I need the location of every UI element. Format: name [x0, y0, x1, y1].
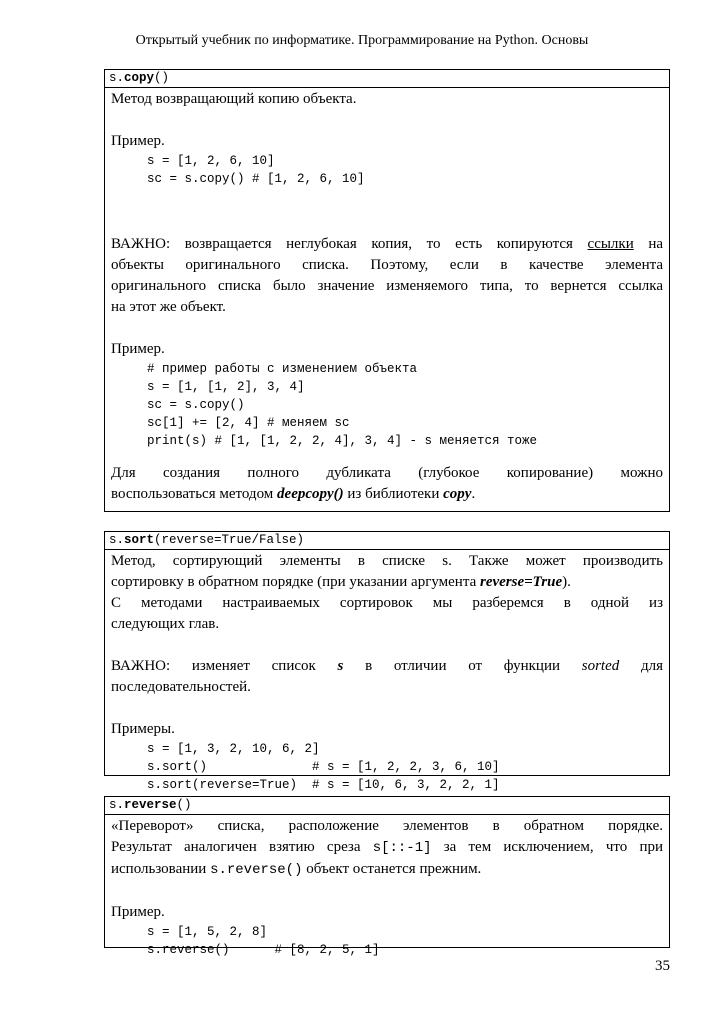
sort-method-title: s.sort(reverse=True/False) [105, 532, 669, 550]
copy-method-box [104, 69, 670, 512]
reverse-true-argument: reverse=True [479, 574, 563, 590]
sort-method-body [105, 550, 669, 798]
copy-example2-line: sc[1] += [2, 4] # меняем sc [147, 416, 350, 430]
copy-method-body [105, 88, 669, 509]
copy-example2-line: print(s) # [1, [1, 2, 2, 4], 3, 4] - s меняется тоже [147, 434, 538, 448]
sort-example-line: s = [1, 3, 2, 10, 6, 2] [147, 742, 320, 756]
copy-example2-line: sc = s.copy() [147, 398, 245, 412]
sort-example-line: s.sort() # s = [1, 2, 2, 3, 6, 10] [147, 760, 500, 774]
copy-important-line: на этот же объект. [111, 299, 226, 315]
running-header: Открытый учебник по информатике. Программирование на Python. Основы [135, 33, 589, 48]
reverse-description-line: использовании s.reverse() объект останется прежним. [111, 861, 482, 878]
copy-important-line: ВАЖНО: возвращается неглубокая копия, то есть копируются ссылки на [111, 236, 664, 252]
sort-description-line: сортировку в обратном порядке (при указании аргумента reverse=True). [111, 574, 571, 590]
reverse-description-line: Результат аналогичен взятию среза s[::-1] за тем исключением, что при [111, 839, 663, 856]
sort-method-box [104, 531, 670, 792]
reverse-example-line: s = [1, 5, 2, 8] [147, 925, 268, 939]
copy-example-line: s = [1, 2, 6, 10] [147, 154, 275, 168]
deepcopy-method-name: deepcopy() [277, 486, 344, 502]
copy-example-label: Пример. [111, 133, 165, 149]
page-number: 35 [655, 958, 670, 974]
links-underlined-text: ссылки [587, 236, 634, 252]
copy-example2-label: Пример. [111, 341, 165, 357]
sort-description-line: Метод, сортирующий элементы в списке s. Также может производить [111, 553, 663, 569]
copy-description: Метод возвращающий копию объекта. [111, 91, 357, 107]
slice-code: s[::-1] [372, 840, 432, 856]
reverse-example-label: Пример. [111, 904, 165, 920]
copy-method-title: s.copy() [105, 70, 669, 88]
copy-library-name: copy [443, 486, 472, 502]
reverse-example-line: s.reverse() # [8, 2, 5, 1] [147, 943, 380, 957]
copy-deepcopy-line: воспользоваться методом deepcopy() из библиотеки copy. [111, 486, 476, 502]
copy-important-line: оригинального списка было значение изменяемого типа, то вернется ссылка [111, 278, 663, 294]
sort-description-line: С методами настраиваемых сортировок мы разберемся в одной из [111, 595, 663, 611]
sort-description-line: следующих глав. [111, 616, 220, 632]
copy-deepcopy-line: Для создания полного дубликата (глубокое копирование) можно [111, 465, 663, 481]
copy-example-line: sc = s.copy() # [1, 2, 6, 10] [147, 172, 365, 186]
sort-example-line: s.sort(reverse=True) # s = [10, 6, 3, 2, 2, 1] [147, 778, 500, 792]
copy-example2-line: # пример работы с изменением объекта [147, 362, 418, 376]
sort-examples-label: Примеры. [111, 721, 175, 737]
sort-important-line: последовательностей. [111, 679, 251, 695]
reverse-method-title: s.reverse() [105, 797, 669, 815]
sorted-function-name: sorted [581, 658, 620, 674]
reverse-description-line: «Переворот» списка, расположение элементов в обратном порядке. [111, 818, 663, 834]
reverse-method-body [105, 815, 669, 963]
copy-example2-line: s = [1, [1, 2], 3, 4] [147, 380, 305, 394]
sort-important-line: ВАЖНО: изменяет список s в отличии от функции sorted для [111, 658, 663, 674]
copy-important-line: объекты оригинального списка. Поэтому, если в качестве элемента [111, 257, 663, 273]
reverse-call-code: s.reverse() [210, 862, 303, 878]
reverse-method-box [104, 796, 670, 957]
list-variable-s: s [337, 658, 344, 674]
